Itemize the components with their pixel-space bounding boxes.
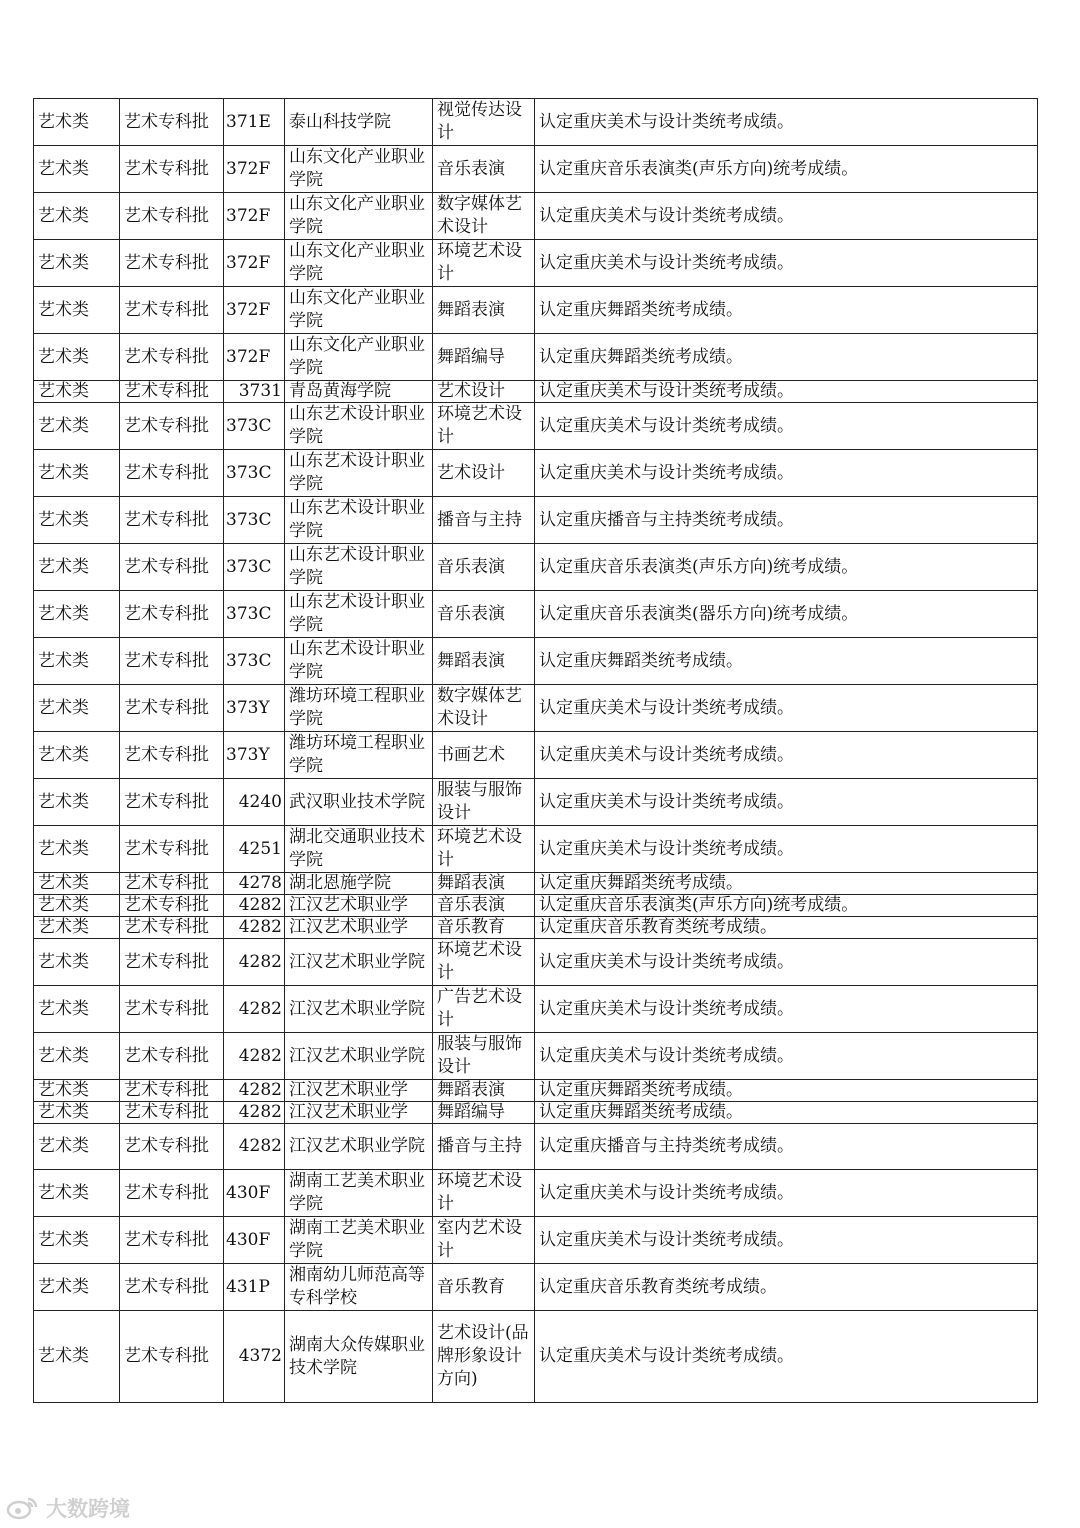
code-cell: 4282 — [224, 1033, 285, 1080]
school-cell: 湖南工艺美术职业学院 — [285, 1217, 433, 1264]
note-cell: 认定重庆美术与设计类统考成绩。 — [535, 986, 1038, 1033]
code-cell: 4282 — [224, 917, 285, 939]
school-cell: 山东文化产业职业学院 — [285, 334, 433, 381]
table-row — [34, 638, 1038, 685]
batch-cell: 艺术专科批 — [120, 685, 224, 732]
code-cell: 372F — [224, 287, 285, 334]
table-row — [34, 146, 1038, 193]
code-cell: 4282 — [224, 939, 285, 986]
major-cell: 播音与主持 — [433, 497, 535, 544]
category-cell: 艺术类 — [34, 450, 120, 497]
category-cell: 艺术类 — [34, 193, 120, 240]
category-cell: 艺术类 — [34, 591, 120, 638]
batch-cell: 艺术专科批 — [120, 240, 224, 287]
table-row — [34, 193, 1038, 240]
category-cell: 艺术类 — [34, 986, 120, 1033]
table-row — [34, 986, 1038, 1033]
school-cell: 江汉艺术职业学 — [285, 1102, 433, 1124]
table-row — [34, 240, 1038, 287]
major-cell: 舞蹈表演 — [433, 873, 535, 895]
code-cell: 4372 — [224, 1311, 285, 1403]
code-cell: 4282 — [224, 1124, 285, 1170]
category-cell: 艺术类 — [34, 544, 120, 591]
note-cell: 认定重庆音乐表演类(声乐方向)统考成绩。 — [535, 544, 1038, 591]
major-cell: 广告艺术设计 — [433, 986, 535, 1033]
code-cell: 373C — [224, 544, 285, 591]
category-cell: 艺术类 — [34, 334, 120, 381]
batch-cell: 艺术专科批 — [120, 1170, 224, 1217]
major-cell: 音乐表演 — [433, 591, 535, 638]
code-cell: 430F — [224, 1170, 285, 1217]
note-cell: 认定重庆美术与设计类统考成绩。 — [535, 1217, 1038, 1264]
school-cell: 山东文化产业职业学院 — [285, 240, 433, 287]
batch-cell: 艺术专科批 — [120, 1217, 224, 1264]
school-cell: 山东文化产业职业学院 — [285, 193, 433, 240]
category-cell: 艺术类 — [34, 497, 120, 544]
code-cell: 371E — [224, 99, 285, 146]
school-cell: 江汉艺术职业学院 — [285, 986, 433, 1033]
table-row — [34, 1080, 1038, 1102]
note-cell: 认定重庆舞蹈类统考成绩。 — [535, 638, 1038, 685]
code-cell: 4251 — [224, 826, 285, 873]
category-cell: 艺术类 — [34, 1080, 120, 1102]
batch-cell: 艺术专科批 — [120, 1080, 224, 1102]
table-row — [34, 287, 1038, 334]
note-cell: 认定重庆美术与设计类统考成绩。 — [535, 732, 1038, 779]
category-cell: 艺术类 — [34, 1124, 120, 1170]
school-cell: 江汉艺术职业学院 — [285, 939, 433, 986]
table-row — [34, 895, 1038, 917]
batch-cell: 艺术专科批 — [120, 381, 224, 403]
major-cell: 音乐表演 — [433, 146, 535, 193]
code-cell: 430F — [224, 1217, 285, 1264]
school-cell: 湖南大众传媒职业技术学院 — [285, 1311, 433, 1403]
batch-cell: 艺术专科批 — [120, 1102, 224, 1124]
code-cell: 4278 — [224, 873, 285, 895]
batch-cell: 艺术专科批 — [120, 1264, 224, 1311]
major-cell: 数字媒体艺术设计 — [433, 685, 535, 732]
batch-cell: 艺术专科批 — [120, 732, 224, 779]
school-cell: 青岛黄海学院 — [285, 381, 433, 403]
note-cell: 认定重庆舞蹈类统考成绩。 — [535, 873, 1038, 895]
batch-cell: 艺术专科批 — [120, 986, 224, 1033]
code-cell: 372F — [224, 240, 285, 287]
table-row — [34, 685, 1038, 732]
school-cell: 江汉艺术职业学 — [285, 1080, 433, 1102]
note-cell: 认定重庆音乐表演类(器乐方向)统考成绩。 — [535, 591, 1038, 638]
major-cell: 舞蹈表演 — [433, 287, 535, 334]
major-cell: 环境艺术设计 — [433, 939, 535, 986]
watermark-text: 大数跨境 — [46, 1497, 130, 1521]
table-row — [34, 939, 1038, 986]
major-cell: 音乐教育 — [433, 917, 535, 939]
code-cell: 4282 — [224, 986, 285, 1033]
code-cell: 4240 — [224, 779, 285, 826]
table-row — [34, 1311, 1038, 1403]
table-body — [34, 99, 1038, 1403]
table-row — [34, 497, 1038, 544]
school-cell: 山东艺术设计职业学院 — [285, 497, 433, 544]
note-cell: 认定重庆舞蹈类统考成绩。 — [535, 287, 1038, 334]
batch-cell: 艺术专科批 — [120, 544, 224, 591]
note-cell: 认定重庆舞蹈类统考成绩。 — [535, 1102, 1038, 1124]
code-cell: 373C — [224, 450, 285, 497]
major-cell: 书画艺术 — [433, 732, 535, 779]
category-cell: 艺术类 — [34, 381, 120, 403]
table-row — [34, 826, 1038, 873]
school-cell: 山东文化产业职业学院 — [285, 287, 433, 334]
school-cell: 湖北恩施学院 — [285, 873, 433, 895]
batch-cell: 艺术专科批 — [120, 1311, 224, 1403]
table-row — [34, 873, 1038, 895]
note-cell: 认定重庆美术与设计类统考成绩。 — [535, 450, 1038, 497]
school-cell: 潍坊环境工程职业学院 — [285, 685, 433, 732]
major-cell: 舞蹈表演 — [433, 1080, 535, 1102]
category-cell: 艺术类 — [34, 1311, 120, 1403]
code-cell: 373C — [224, 497, 285, 544]
note-cell: 认定重庆美术与设计类统考成绩。 — [535, 99, 1038, 146]
category-cell: 艺术类 — [34, 99, 120, 146]
table-row — [34, 1124, 1038, 1170]
major-cell: 艺术设计 — [433, 450, 535, 497]
school-cell: 山东艺术设计职业学院 — [285, 544, 433, 591]
table-row — [34, 450, 1038, 497]
table-row — [34, 1033, 1038, 1080]
batch-cell: 艺术专科批 — [120, 146, 224, 193]
table-row — [34, 1102, 1038, 1124]
batch-cell: 艺术专科批 — [120, 1033, 224, 1080]
major-cell: 舞蹈编导 — [433, 1102, 535, 1124]
batch-cell: 艺术专科批 — [120, 591, 224, 638]
code-cell: 3731 — [224, 381, 285, 403]
category-cell: 艺术类 — [34, 146, 120, 193]
code-cell: 373Y — [224, 732, 285, 779]
school-cell: 江汉艺术职业学院 — [285, 1124, 433, 1170]
batch-cell: 艺术专科批 — [120, 497, 224, 544]
category-cell: 艺术类 — [34, 732, 120, 779]
category-cell: 艺术类 — [34, 826, 120, 873]
major-cell: 视觉传达设计 — [433, 99, 535, 146]
major-cell: 舞蹈编导 — [433, 334, 535, 381]
school-cell: 湖南工艺美术职业学院 — [285, 1170, 433, 1217]
table-row — [34, 544, 1038, 591]
school-cell: 江汉艺术职业学 — [285, 917, 433, 939]
table-row — [34, 591, 1038, 638]
weibo-icon — [6, 1495, 40, 1521]
batch-cell: 艺术专科批 — [120, 99, 224, 146]
table-row — [34, 403, 1038, 450]
batch-cell: 艺术专科批 — [120, 193, 224, 240]
watermark — [6, 1493, 130, 1523]
school-cell: 山东文化产业职业学院 — [285, 146, 433, 193]
table-row — [34, 1264, 1038, 1311]
major-cell: 音乐教育 — [433, 1264, 535, 1311]
code-cell: 373Y — [224, 685, 285, 732]
note-cell: 认定重庆播音与主持类统考成绩。 — [535, 497, 1038, 544]
school-cell: 江汉艺术职业学 — [285, 895, 433, 917]
category-cell: 艺术类 — [34, 240, 120, 287]
major-cell: 环境艺术设计 — [433, 1170, 535, 1217]
major-cell: 音乐表演 — [433, 544, 535, 591]
code-cell: 372F — [224, 146, 285, 193]
school-cell: 山东艺术设计职业学院 — [285, 591, 433, 638]
school-cell: 江汉艺术职业学院 — [285, 1033, 433, 1080]
category-cell: 艺术类 — [34, 895, 120, 917]
table-row — [34, 381, 1038, 403]
note-cell: 认定重庆音乐表演类(声乐方向)统考成绩。 — [535, 146, 1038, 193]
school-cell: 山东艺术设计职业学院 — [285, 450, 433, 497]
code-cell: 431P — [224, 1264, 285, 1311]
batch-cell: 艺术专科批 — [120, 939, 224, 986]
major-cell: 播音与主持 — [433, 1124, 535, 1170]
category-cell: 艺术类 — [34, 1102, 120, 1124]
school-cell: 武汉职业技术学院 — [285, 779, 433, 826]
category-cell: 艺术类 — [34, 779, 120, 826]
note-cell: 认定重庆音乐教育类统考成绩。 — [535, 1264, 1038, 1311]
category-cell: 艺术类 — [34, 1170, 120, 1217]
batch-cell: 艺术专科批 — [120, 779, 224, 826]
admission-table — [33, 98, 1038, 1403]
school-cell: 潍坊环境工程职业学院 — [285, 732, 433, 779]
major-cell: 环境艺术设计 — [433, 240, 535, 287]
note-cell: 认定重庆美术与设计类统考成绩。 — [535, 826, 1038, 873]
note-cell: 认定重庆美术与设计类统考成绩。 — [535, 240, 1038, 287]
batch-cell: 艺术专科批 — [120, 917, 224, 939]
major-cell: 艺术设计(品牌形象设计方向) — [433, 1311, 535, 1403]
school-cell: 山东艺术设计职业学院 — [285, 638, 433, 685]
category-cell: 艺术类 — [34, 1217, 120, 1264]
category-cell: 艺术类 — [34, 939, 120, 986]
note-cell: 认定重庆美术与设计类统考成绩。 — [535, 685, 1038, 732]
category-cell: 艺术类 — [34, 873, 120, 895]
batch-cell: 艺术专科批 — [120, 334, 224, 381]
major-cell: 室内艺术设计 — [433, 1217, 535, 1264]
code-cell: 372F — [224, 193, 285, 240]
note-cell: 认定重庆美术与设计类统考成绩。 — [535, 1033, 1038, 1080]
major-cell: 环境艺术设计 — [433, 826, 535, 873]
batch-cell: 艺术专科批 — [120, 826, 224, 873]
table-row — [34, 99, 1038, 146]
note-cell: 认定重庆舞蹈类统考成绩。 — [535, 1080, 1038, 1102]
note-cell: 认定重庆美术与设计类统考成绩。 — [535, 779, 1038, 826]
code-cell: 4282 — [224, 1102, 285, 1124]
table-row — [34, 779, 1038, 826]
batch-cell: 艺术专科批 — [120, 450, 224, 497]
category-cell: 艺术类 — [34, 1033, 120, 1080]
table-row — [34, 1217, 1038, 1264]
school-cell: 湖北交通职业技术学院 — [285, 826, 433, 873]
note-cell: 认定重庆美术与设计类统考成绩。 — [535, 939, 1038, 986]
code-cell: 4282 — [224, 1080, 285, 1102]
category-cell: 艺术类 — [34, 403, 120, 450]
note-cell: 认定重庆播音与主持类统考成绩。 — [535, 1124, 1038, 1170]
note-cell: 认定重庆美术与设计类统考成绩。 — [535, 381, 1038, 403]
note-cell: 认定重庆美术与设计类统考成绩。 — [535, 403, 1038, 450]
code-cell: 372F — [224, 334, 285, 381]
category-cell: 艺术类 — [34, 638, 120, 685]
note-cell: 认定重庆美术与设计类统考成绩。 — [535, 1311, 1038, 1403]
note-cell: 认定重庆音乐教育类统考成绩。 — [535, 917, 1038, 939]
batch-cell: 艺术专科批 — [120, 873, 224, 895]
category-cell: 艺术类 — [34, 1264, 120, 1311]
major-cell: 音乐表演 — [433, 895, 535, 917]
table-row — [34, 334, 1038, 381]
major-cell: 环境艺术设计 — [433, 403, 535, 450]
note-cell: 认定重庆美术与设计类统考成绩。 — [535, 193, 1038, 240]
major-cell: 舞蹈表演 — [433, 638, 535, 685]
category-cell: 艺术类 — [34, 685, 120, 732]
school-cell: 湘南幼儿师范高等专科学校 — [285, 1264, 433, 1311]
major-cell: 服装与服饰设计 — [433, 1033, 535, 1080]
table-row — [34, 732, 1038, 779]
note-cell: 认定重庆舞蹈类统考成绩。 — [535, 334, 1038, 381]
code-cell: 373C — [224, 591, 285, 638]
school-cell: 山东艺术设计职业学院 — [285, 403, 433, 450]
note-cell: 认定重庆美术与设计类统考成绩。 — [535, 1170, 1038, 1217]
table-row — [34, 917, 1038, 939]
code-cell: 4282 — [224, 895, 285, 917]
batch-cell: 艺术专科批 — [120, 287, 224, 334]
category-cell: 艺术类 — [34, 917, 120, 939]
batch-cell: 艺术专科批 — [120, 1124, 224, 1170]
batch-cell: 艺术专科批 — [120, 403, 224, 450]
major-cell: 服装与服饰设计 — [433, 779, 535, 826]
code-cell: 373C — [224, 638, 285, 685]
note-cell: 认定重庆音乐表演类(声乐方向)统考成绩。 — [535, 895, 1038, 917]
code-cell: 373C — [224, 403, 285, 450]
school-cell: 泰山科技学院 — [285, 99, 433, 146]
batch-cell: 艺术专科批 — [120, 895, 224, 917]
category-cell: 艺术类 — [34, 287, 120, 334]
batch-cell: 艺术专科批 — [120, 638, 224, 685]
table-row — [34, 1170, 1038, 1217]
major-cell: 艺术设计 — [433, 381, 535, 403]
major-cell: 数字媒体艺术设计 — [433, 193, 535, 240]
